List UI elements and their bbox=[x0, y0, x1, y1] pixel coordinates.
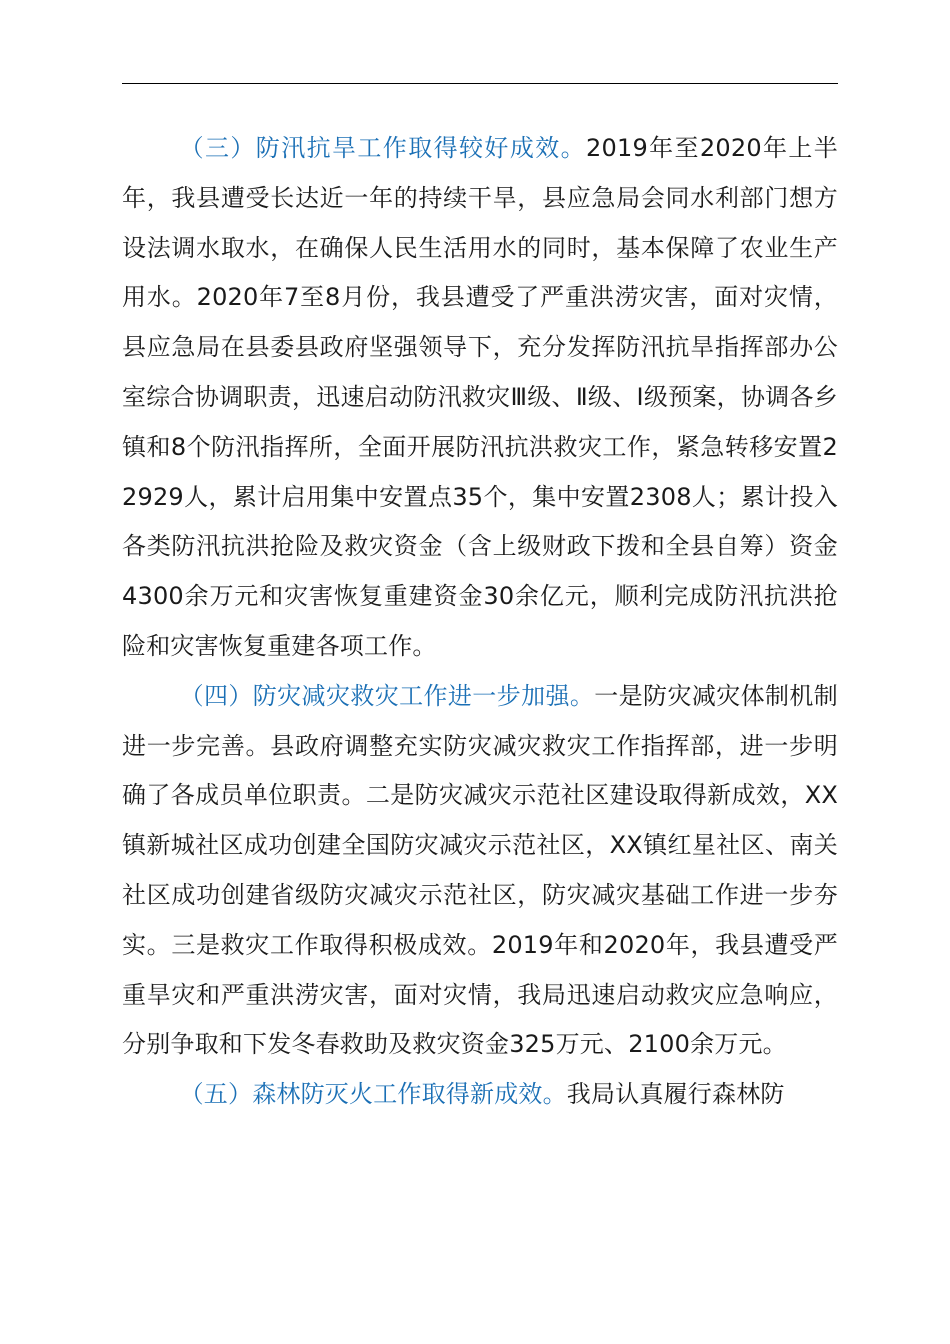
header-rule bbox=[122, 83, 838, 84]
section-heading: （三）防汛抗旱工作取得较好成效。 bbox=[179, 134, 587, 162]
paragraph-text: 2019年至2020年上半年，我县遭受长达近一年的持续干旱，县应急局会同水利部门想方设法调水取水，在确保人民生活用水的同时，基本保障了农业生产用水。2020年7至8月份，我县遭受了严重洪涝灾害，面对灾情，县应急局在县委县政府坚强领导下，充分发挥防汛抗旱指挥部办公室综合协调职责，迅速启动防汛救灾Ⅲ级、Ⅱ级、Ⅰ级预案，协调各乡镇和8个防汛指挥所，全面开展防汛抗洪救灾工作，紧急转移安置22929人，累计启用集中安置点35个，集中安置2308人；累计投入各类防汛抗洪抢险及救灾资金（含上级财政下拨和全县自筹）资金4300余万元和灾害恢复重建资金30余亿元，顺利完成防汛抗洪抢险和灾害恢复重建各项工作。 bbox=[122, 134, 838, 660]
section-heading: （四）防灾减灾救灾工作进一步加强。 bbox=[179, 681, 595, 710]
paragraph-forest-fire bbox=[122, 1070, 838, 1120]
section-heading: （五）森林防灭火工作取得新成效。 bbox=[179, 1080, 567, 1109]
paragraph-flood-drought bbox=[122, 124, 838, 672]
paragraph-text: 一是防灾减灾体制机制进一步完善。县政府调整充实防灾减灾救灾工作指挥部，进一步明确了各成员单位职责。二是防灾减灾示范社区建设取得新成效，XX镇新城社区成功创建全国防灾减灾示范社区，XX镇红星社区、南关社区成功创建省级防灾减灾示范社区，防灾减灾基础工作进一步夯实。三是救灾工作取得积极成效。2019年和2020年，我县遭受严重旱灾和严重洪涝灾害，面对灾情，我局迅速启动救灾应急响应，分别争取和下发冬春救助及救灾资金325万元、2100余万元。 bbox=[122, 681, 838, 1059]
document-body bbox=[122, 124, 838, 1120]
paragraph-disaster-reduction bbox=[122, 672, 838, 1070]
paragraph-text: 我局认真履行森林防 bbox=[566, 1080, 785, 1109]
